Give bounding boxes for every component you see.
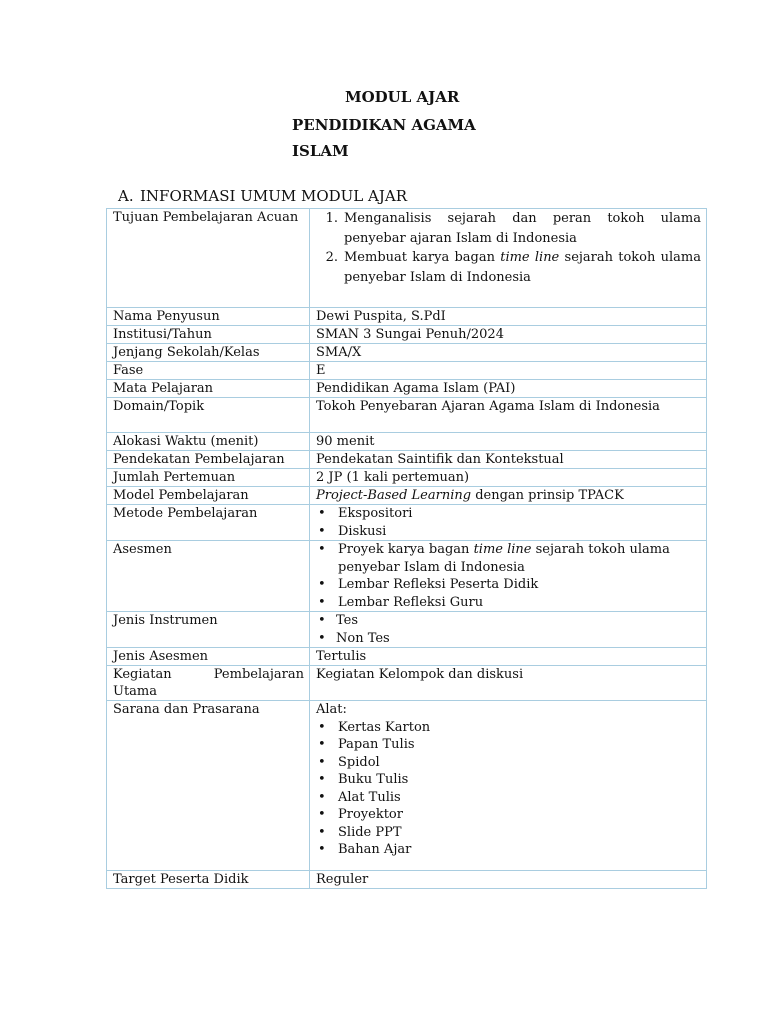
value-tujuan [310, 209, 707, 308]
doc-title-line-3: ISLAM [292, 142, 349, 160]
table-row [107, 398, 707, 433]
value-fase: E [310, 362, 707, 380]
list-item: • Lembar Refleksi Guru [318, 594, 484, 610]
list-item: • Alat Tulis [318, 789, 401, 805]
sarana-list [316, 719, 701, 859]
bullet-icon: • [318, 789, 326, 805]
bullet-icon: • [318, 807, 326, 822]
value-instrumen [310, 612, 707, 648]
value-target: Reguler [310, 871, 707, 889]
table-row [107, 648, 707, 666]
list-item: • Kertas Karton [318, 719, 431, 735]
list-item: • Diskusi [318, 523, 387, 539]
bullet-icon: • [318, 613, 326, 628]
table-row [107, 451, 707, 469]
label-nama-penyusun: Nama Penyusun [107, 308, 310, 326]
list-item: • Proyek karya bagan time line sejarah tokoh ulama penyebar Islam di Indonesia [318, 542, 670, 575]
value-alokasi: 90 menit [310, 433, 707, 451]
bullet-icon: • [318, 842, 326, 857]
list-item: • Spidol [318, 754, 380, 770]
goals-list [316, 209, 701, 287]
list-item: • Non Tes [318, 630, 390, 646]
goal-2-line-2: penyebar Islam di Indonesia [344, 269, 531, 285]
label-sarana: Sarana dan Prasarana [107, 701, 310, 871]
sarana-heading: Alat: [316, 702, 347, 717]
label-pendekatan: Pendekatan Pembelajaran [107, 451, 310, 469]
doc-title-line-1: MODUL AJAR [345, 88, 460, 106]
bullet-icon: • [318, 577, 326, 592]
list-item: • Bahan Ajar [318, 842, 412, 857]
label-model: Model Pembelajaran [107, 487, 310, 505]
label-fase: Fase [107, 362, 310, 380]
list-item: • Ekspositori [318, 506, 413, 521]
label-kegiatan: Kegiatan Pembelajaran Utama [107, 666, 310, 701]
table-row [107, 505, 707, 541]
list-item: • Tes [318, 613, 359, 628]
value-model: Project-Based Learning dengan prinsip TPACK [310, 487, 707, 505]
value-metode [310, 505, 707, 541]
label-tujuan: Tujuan Pembelajaran Acuan [107, 209, 310, 308]
label-domain: Domain/Topik [107, 398, 310, 433]
bullet-icon: • [318, 523, 326, 539]
bullet-icon: • [318, 719, 326, 735]
table-row [107, 344, 707, 362]
value-kegiatan: Kegiatan Kelompok dan diskusi [310, 666, 707, 701]
goal-number: 2. [325, 250, 338, 265]
value-sarana [310, 701, 707, 871]
table-row [107, 701, 707, 871]
list-item [316, 209, 701, 248]
value-institusi: SMAN 3 Sungai Penuh/2024 [310, 326, 707, 344]
bullet-icon: • [318, 754, 326, 770]
metode-list [316, 505, 701, 540]
label-target: Target Peserta Didik [107, 871, 310, 889]
label-jenjang: Jenjang Sekolah/Kelas [107, 344, 310, 362]
bullet-icon: • [318, 506, 326, 521]
list-item [316, 248, 701, 287]
table-row [107, 326, 707, 344]
label-metode: Metode Pembelajaran [107, 505, 310, 541]
label-instrumen: Jenis Instrumen [107, 612, 310, 648]
goal-number: 1. [325, 211, 338, 226]
value-jenjang: SMA/X [310, 344, 707, 362]
table-row [107, 380, 707, 398]
table-row [107, 433, 707, 451]
table-row [107, 612, 707, 648]
value-nama-penyusun: Dewi Puspita, S.PdI [310, 308, 707, 326]
list-item: • Slide PPT [318, 824, 402, 840]
table-row [107, 469, 707, 487]
table-row [107, 666, 707, 701]
table-row [107, 308, 707, 326]
bullet-icon: • [318, 630, 326, 646]
bullet-icon: • [318, 594, 326, 610]
bullet-icon: • [318, 772, 326, 787]
list-item: • Papan Tulis [318, 737, 415, 752]
label-mapel: Mata Pelajaran [107, 380, 310, 398]
list-item: • Buku Tulis [318, 772, 409, 787]
label-jumlah: Jumlah Pertemuan [107, 469, 310, 487]
list-item: • Proyektor [318, 807, 403, 822]
section-letter: A. [118, 187, 134, 205]
info-table [106, 208, 707, 889]
asesmen-list [316, 541, 701, 611]
table-row [107, 209, 707, 308]
bullet-icon: • [318, 824, 326, 840]
goal-1-line-2: penyebar ajaran Islam di Indonesia [344, 230, 577, 246]
value-asesmen [310, 541, 707, 612]
label-alokasi: Alokasi Waktu (menit) [107, 433, 310, 451]
table-row [107, 871, 707, 889]
value-mapel: Pendidikan Agama Islam (PAI) [310, 380, 707, 398]
value-jenis-asesmen: Tertulis [310, 648, 707, 666]
value-jumlah: 2 JP (1 kali pertemuan) [310, 469, 707, 487]
bullet-icon: • [318, 737, 326, 752]
label-jenis-asesmen: Jenis Asesmen [107, 648, 310, 666]
table-row [107, 362, 707, 380]
value-pendekatan: Pendekatan Saintifik dan Kontekstual [310, 451, 707, 469]
goal-1-line-1: Menganalisis sejarah dan peran tokoh ulama [344, 211, 701, 226]
label-asesmen: Asesmen [107, 541, 310, 612]
value-domain: Tokoh Penyebaran Ajaran Agama Islam di Indonesia [310, 398, 707, 433]
goal-2-line-1: Membuat karya bagan time line sejarah tokoh ulama [344, 250, 701, 265]
section-heading [118, 186, 407, 206]
bullet-icon: • [318, 542, 326, 557]
table-row [107, 487, 707, 505]
instrumen-list [316, 612, 701, 647]
table-row [107, 541, 707, 612]
section-title: INFORMASI UMUM MODUL AJAR [140, 187, 408, 205]
doc-title-line-2: PENDIDIKAN AGAMA [292, 116, 476, 134]
label-institusi: Institusi/Tahun [107, 326, 310, 344]
list-item: • Lembar Refleksi Peserta Didik [318, 577, 539, 592]
